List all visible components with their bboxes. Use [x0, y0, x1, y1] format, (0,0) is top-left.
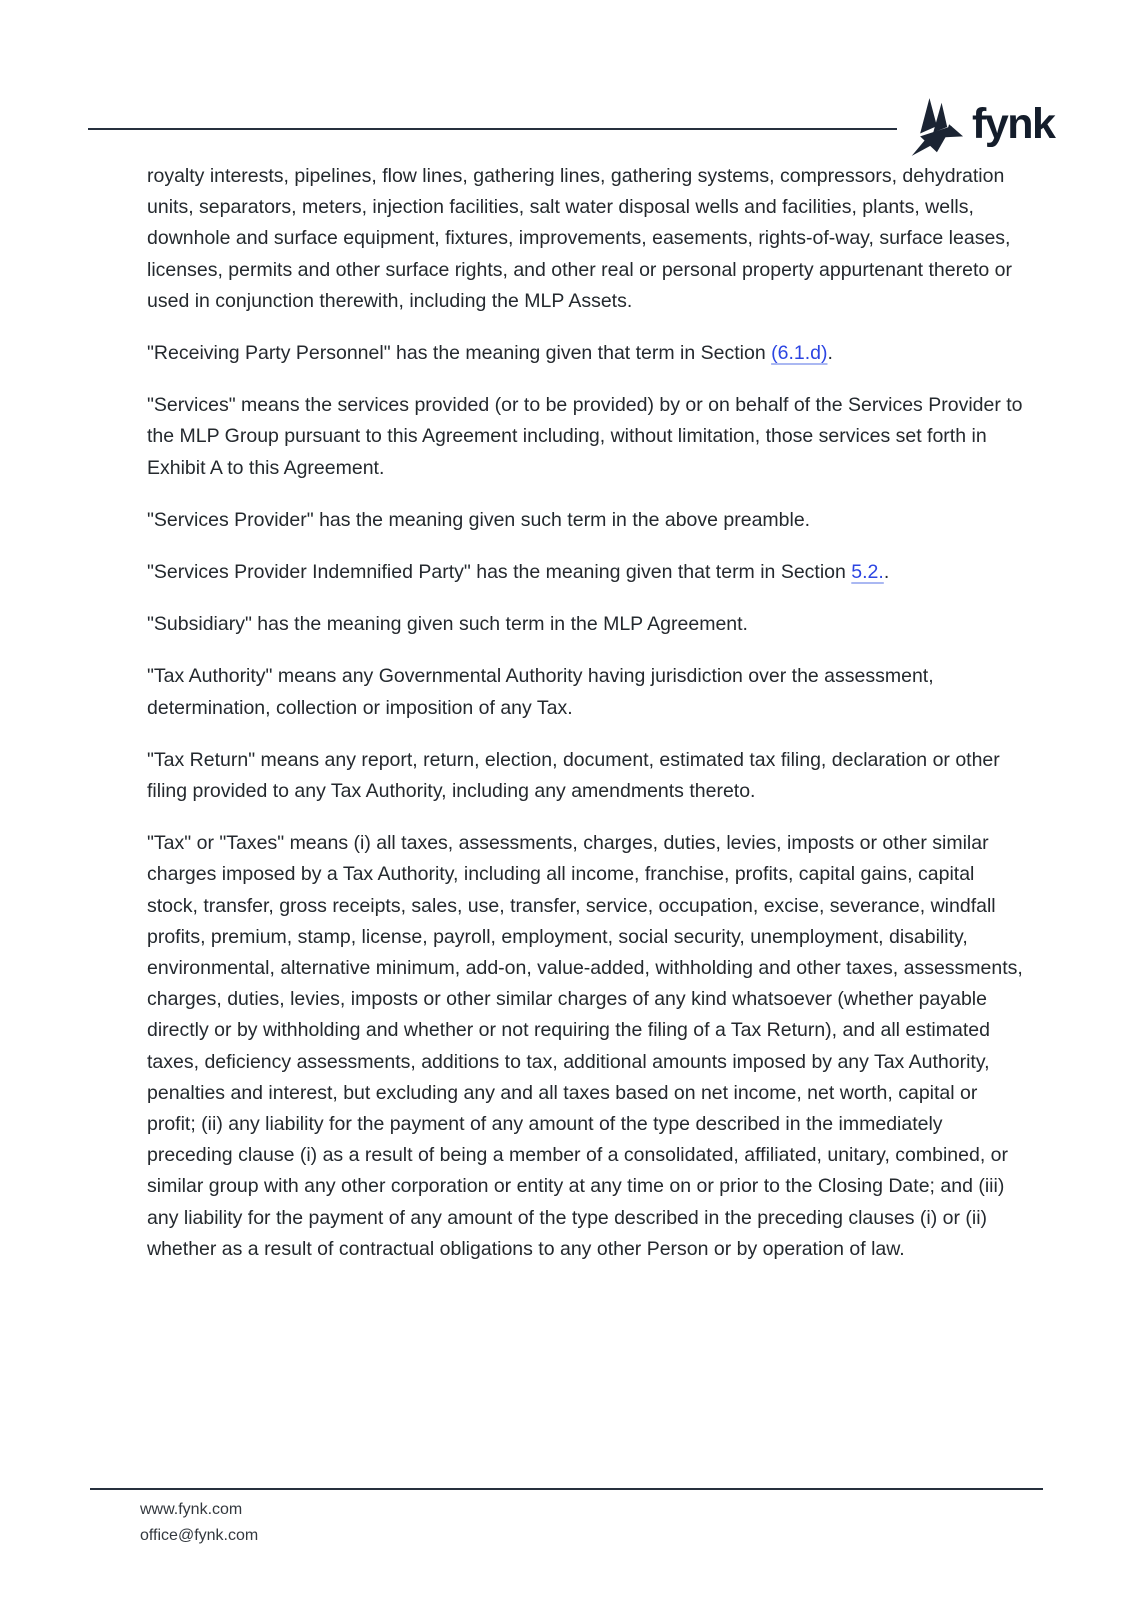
paragraph-text: . — [883, 561, 890, 584]
paragraph-services — [147, 390, 1023, 484]
paragraph-tax-return — [147, 745, 1023, 807]
paragraph-receiving-party-personnel — [147, 338, 1023, 369]
paragraph-text: "Services Provider Indemnified Party" has the meaning given that term in Section — [147, 561, 852, 584]
paragraph-text: "Services Provider" has the meaning given such term in the above preamble. — [147, 508, 811, 531]
paragraph-tax-or-taxes — [147, 828, 1023, 1265]
footer-email: office@fynk.com — [140, 1527, 259, 1544]
paragraph-services-provider-indemnified-party — [147, 557, 1023, 588]
paragraph-tax-authority — [147, 661, 1023, 723]
footer-website: www.fynk.com — [140, 1501, 243, 1518]
paragraph-text: "Tax Return" means any report, return, election, document, estimated tax filing, declaration or other filing provided to any Tax Authority, including any amendments thereto. — [147, 748, 1000, 803]
brand-wordmark: fynk — [972, 99, 1055, 148]
paragraph-text: "Subsidiary" has the meaning given such term in the MLP Agreement. — [147, 613, 748, 636]
header-divider — [88, 128, 897, 130]
section-link-5-2[interactable]: 5.2. — [851, 561, 884, 584]
paragraph-subsidiary — [147, 609, 1023, 640]
paragraph-text: "Tax" or "Taxes" means (i) all taxes, assessments, charges, duties, levies, imposts or other similar charges imposed by a Tax Authority, including all income, franchise, profits, capital gains, capital stock, transfer, gross receipts, sales, use, transfer, service, occupation, excise, severance, windfall profits, premium, stamp, license, payroll, employment, social security, unemployment, disability, environmental, alternative minimum, add-on, value-added, withholding and other taxes, assessments, charges, duties, levies, imposts or other similar charges of any kind whatsoever (whether payable directly or by withholding and whether or not requiring the filing of a Tax Return), and all estimated taxes, deficiency assessments, additions to tax, additional amounts imposed by any Tax Authority, penalties and interest, but excluding any and all taxes based on net income, net worth, capital or profit; (ii) any liability for the payment of any amount of the type described in the immediately preceding clause (i) as a result of being a member of a consolidated, affiliated, unitary, combined, or similar group with any other corporation or entity at any time on or prior to the Closing Date; and (iii) any liability for the payment of any amount of the type described in the preceding clauses (i) or (ii) whether as a result of contractual obligations to any other Person or by operation of law. — [147, 832, 1023, 1260]
brand-logo — [908, 98, 1054, 156]
footer-divider — [90, 1488, 1043, 1490]
paper-crane-icon — [908, 98, 964, 156]
paragraph-text: royalty interests, pipelines, flow lines, gathering lines, gathering systems, compressors, dehydration units, separators, meters, injection facilities, salt water disposal wells and facilities, plants, wells, downhole and surface equipment, fixtures, improvements, easements, rights-of-way, surface leases, licenses, permits and other surface rights, and other real or personal property appurtenant thereto or used in conjunction therewith, including the MLP Assets. — [147, 165, 1012, 312]
footer — [140, 1497, 258, 1549]
paragraph-text: "Tax Authority" means any Governmental Authority having jurisdiction over the assessment, determination, collection or imposition of any Tax. — [147, 665, 934, 719]
paragraph-text: "Services" means the services provided (or to be provided) by or on behalf of the Services Provider to the MLP Group pursuant to this Agreement including, without limitation, those services set forth in Exhibit A to this Agreement. — [147, 394, 1023, 479]
paragraph-mlp-assets — [147, 161, 1023, 317]
paragraph-text: . — [827, 342, 833, 365]
paragraph-text: "Receiving Party Personnel" has the meaning given that term in Section — [147, 342, 772, 365]
section-link-6-1-d[interactable]: (6.1.d) — [771, 342, 828, 365]
document-body — [147, 161, 1023, 1286]
paragraph-services-provider — [147, 505, 1023, 536]
